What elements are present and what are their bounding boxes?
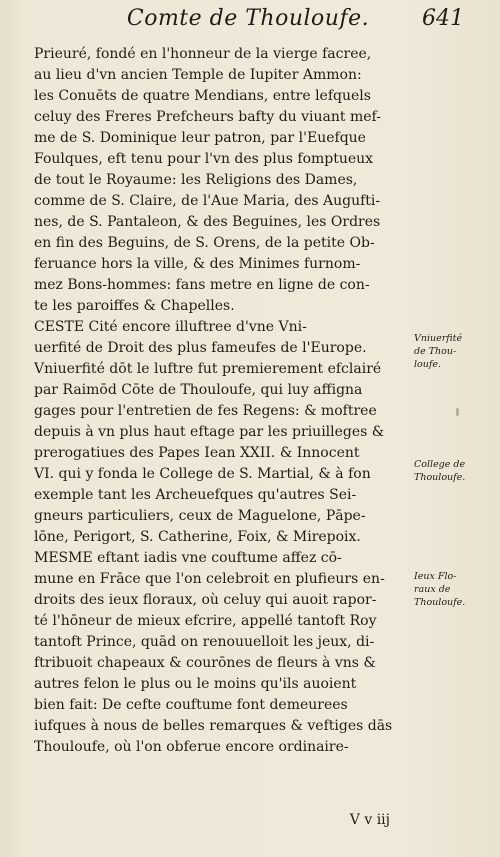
text-line: ftribuoit chapeaux & courōnes de fleurs à vns &: [34, 655, 376, 671]
text-line: me de S. Dominique leur patron, par l'Euefque: [34, 130, 366, 146]
text-line: gages pour l'entretien de fes Regens: & moftree: [34, 403, 377, 419]
text-line: par Raimōd Cōte de Thouloufe, qui luy affigna: [34, 382, 363, 398]
text-line: celuy des Freres Prefcheurs bafty du viuant mef-: [34, 109, 381, 125]
text-line: en fin des Beguins, de S. Orens, de la petite Ob-: [34, 235, 375, 251]
margin-notes: [414, 0, 496, 857]
margin-note-line: raux de: [414, 584, 451, 595]
text-line: CESTE Cité encore illuftree d'vne Vni-: [34, 319, 307, 335]
text-line: droits des ieux floraux, où celuy qui auoit rapor-: [34, 592, 377, 608]
text-line: autres felon le plus ou le moins qu'ils auoient: [34, 676, 357, 692]
margin-note-line: Ieux Flo-: [414, 571, 457, 582]
text-line: Foulques, eft tenu pour l'vn des plus fomptueux: [34, 151, 374, 167]
running-title: Comte de Thouloufe.: [126, 6, 370, 31]
text-line: Prieuré, fondé en l'honneur de la vierge facree,: [34, 46, 372, 62]
text-line: lōne, Perigort, S. Catherine, Foix, & Mirepoix.: [34, 529, 361, 545]
margin-note-line: College de: [414, 459, 466, 470]
text-line: depuis à vn plus haut eftage par les priuilleges &: [34, 424, 385, 440]
text-line: les Conuēts de quatre Mendians, entre lefquels: [34, 88, 371, 104]
text-line: comme de S. Claire, de l'Aue Maria, des Augufti-: [34, 193, 381, 209]
margin-note-line: Thouloufe.: [414, 472, 466, 483]
text-line: mez Bons-hommes: fans metre en ligne de con-: [34, 277, 370, 293]
signature-mark: V v iij: [349, 812, 390, 828]
text-line: bien fait: De cefte couftume font demeurees: [34, 697, 348, 713]
text-line: de tout le Royaume: les Religions des Dames,: [34, 172, 358, 188]
text-line: te les paroiffes & Chapelles.: [34, 298, 235, 314]
text-line: prerogatiues des Papes Iean XXII. & Innocent: [34, 445, 360, 461]
text-line: VI. qui y fonda le College de S. Martial, & à fon: [34, 466, 371, 482]
ink-mark: [456, 408, 459, 416]
margin-note-line: loufe.: [414, 359, 442, 370]
text-line: exemple tant les Archeuefques qu'autres Sei-: [34, 487, 357, 503]
text-line: nes, de S. Pantaleon, & des Beguines, les Ordres: [34, 214, 381, 230]
page-number: 641: [422, 6, 464, 31]
text-line: MESME eftant iadis vne couftume affez cō-: [34, 550, 342, 566]
margin-note-line: de Thou-: [414, 346, 457, 357]
margin-note-college: [414, 458, 496, 484]
text-line: gneurs particuliers, ceux de Maguelone, Pāpe-: [34, 508, 366, 524]
text-line: Thouloufe, où l'on obferue encore ordinaire-: [34, 739, 349, 755]
main-text-block: [34, 44, 410, 758]
text-line: iufques à nous de belles remarques & veftiges dās: [34, 718, 393, 734]
text-line: au lieu d'vn ancien Temple de Iupiter Ammon:: [34, 67, 362, 83]
text-line: feruance hors la ville, & des Minimes furnom-: [34, 256, 361, 272]
margin-note-universite: [414, 332, 496, 371]
text-line: uerfité de Droit des plus fameufes de l'Europe.: [34, 340, 367, 356]
margin-note-line: Thouloufe.: [414, 597, 466, 608]
margin-note-ieux-floraux: [414, 570, 496, 609]
text-line: Vniuerfité dōt le luftre fut premierement efclairé: [34, 361, 382, 377]
text-line: tantoft Prince, quād on renouuelloit les jeux, di-: [34, 634, 375, 650]
margin-note-line: Vniuerfité: [414, 333, 463, 344]
text-line: mune en Frāce que l'on celebroit en plufieurs en-: [34, 571, 385, 587]
text-line: té l'hōneur de mieux efcrire, appellé tantoft Roy: [34, 613, 377, 629]
